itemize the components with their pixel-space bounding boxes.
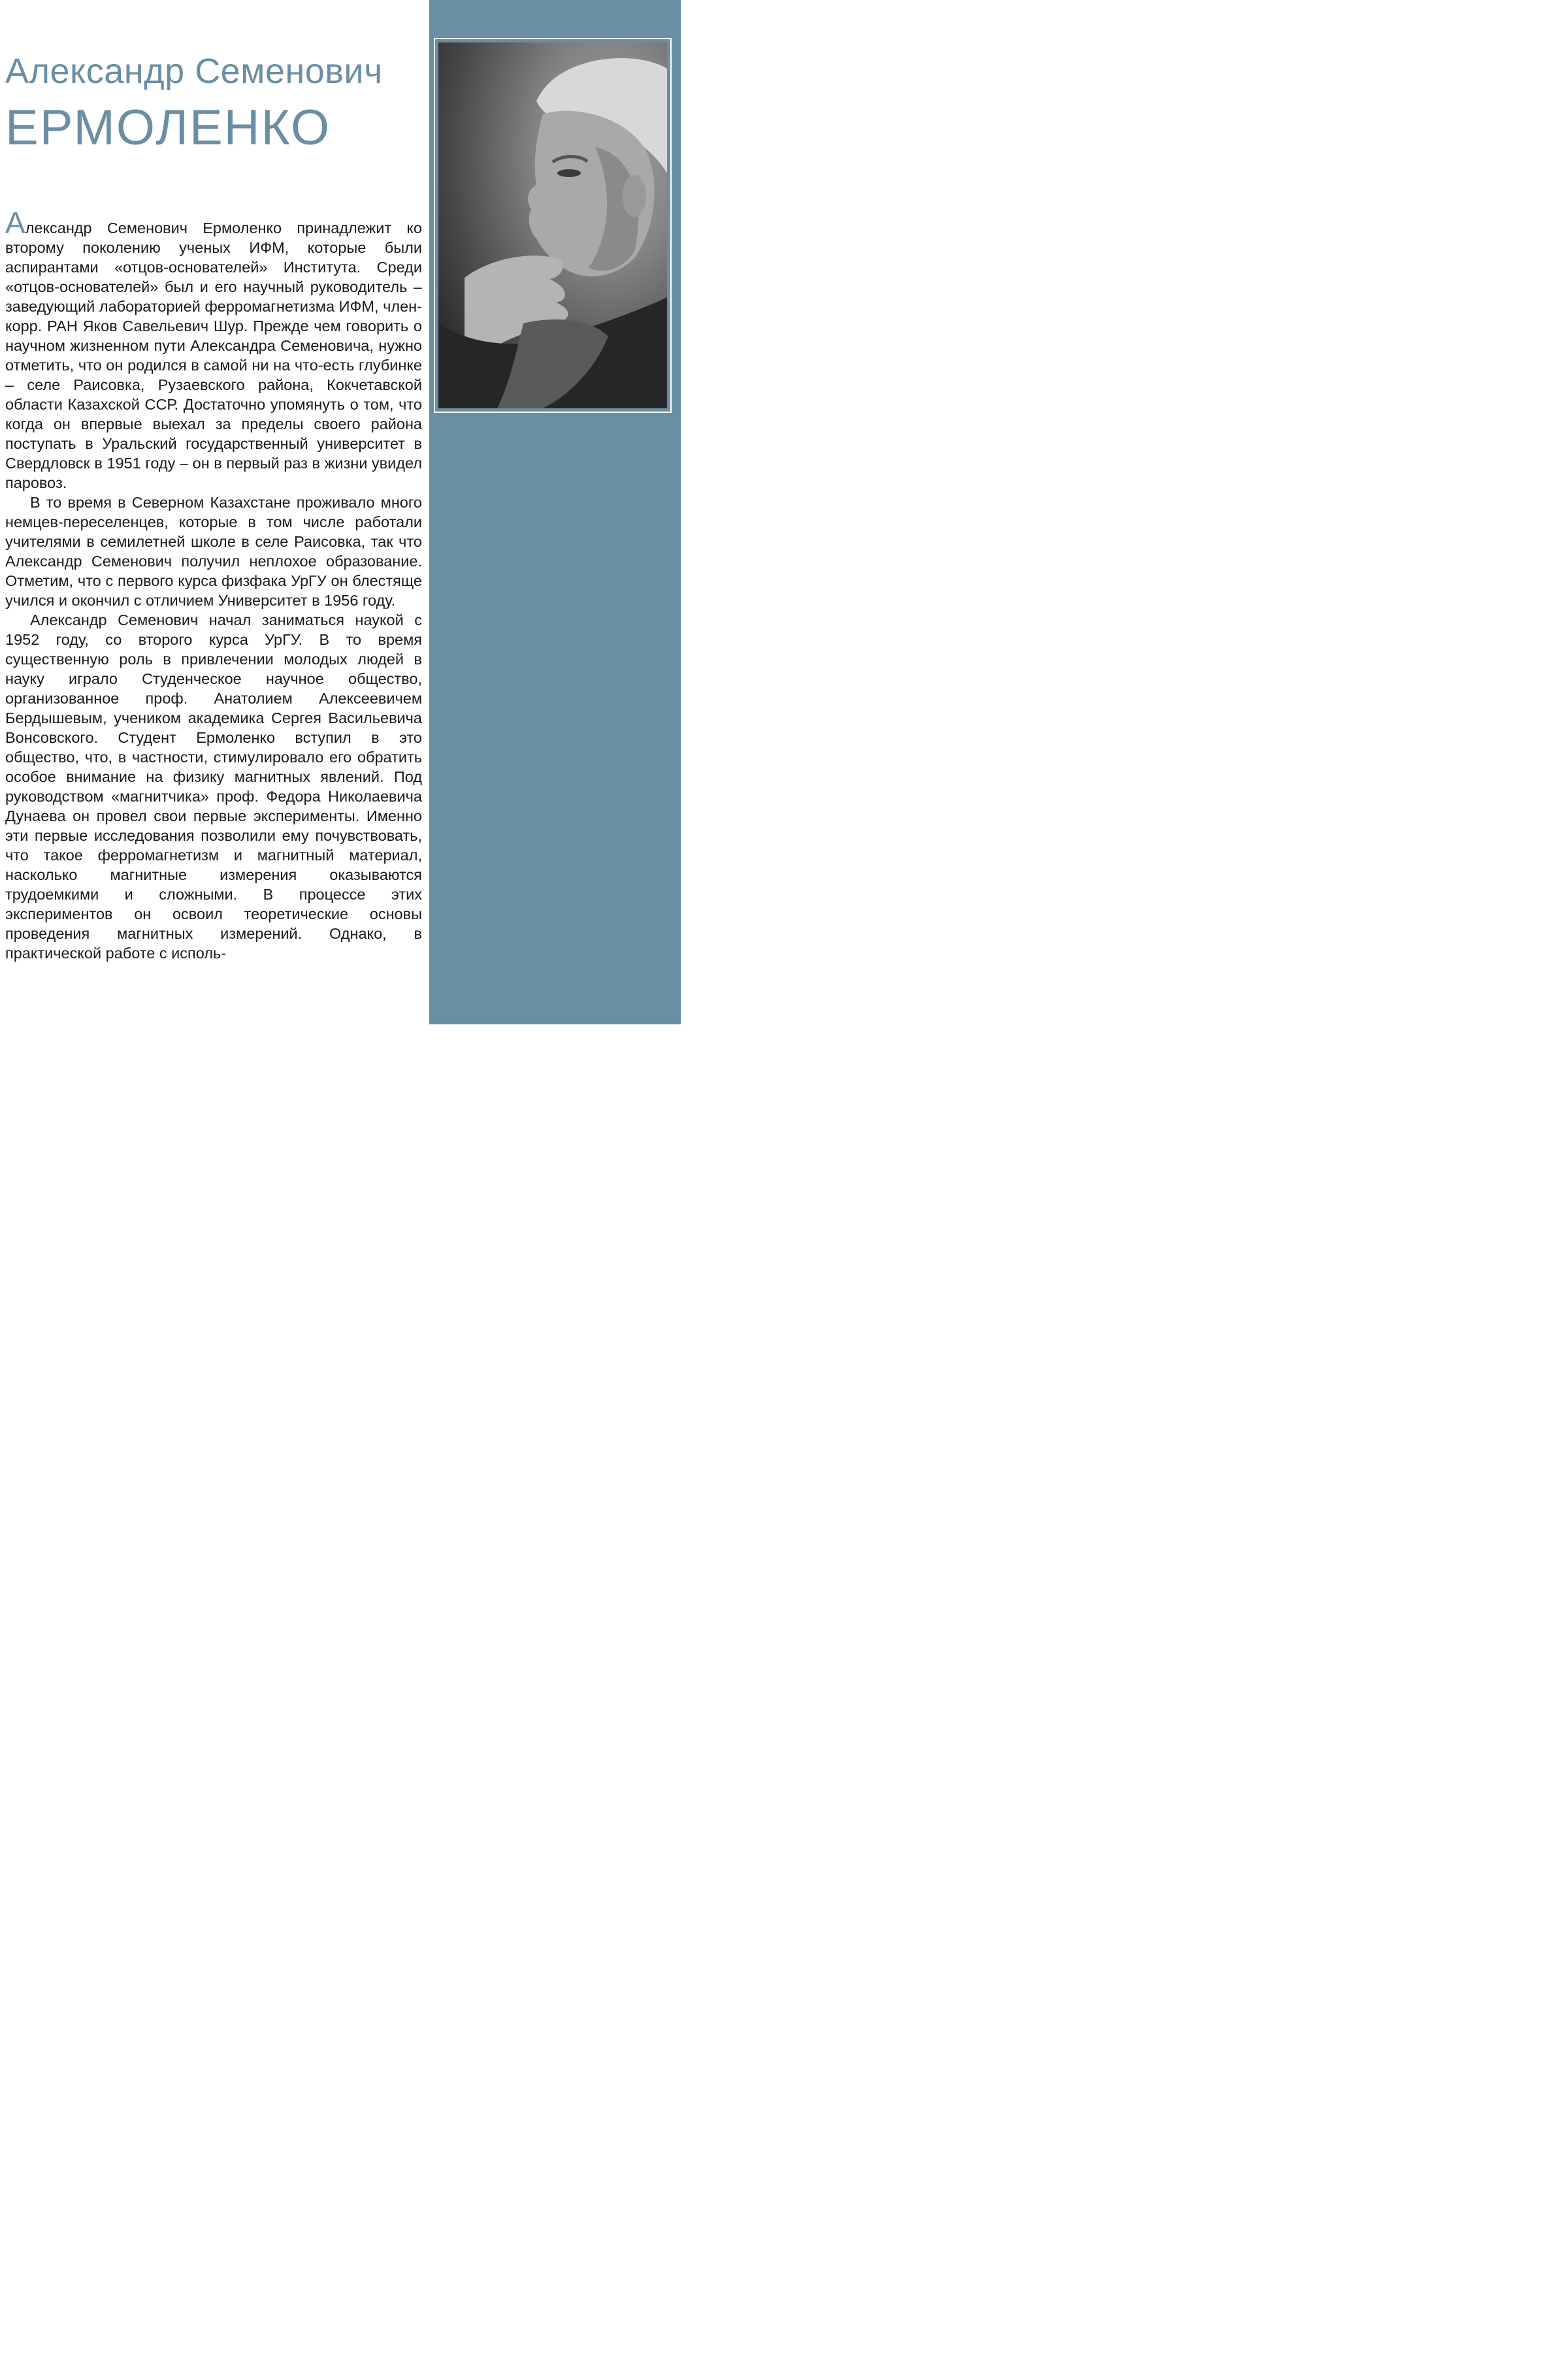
article-paragraph-1 (5, 206, 422, 493)
title-first-name: Александр Семенович (5, 52, 383, 91)
paragraph-1-text: лександр Семенович Ермоленко принадлежит ко второму поколению ученых ИФМ, которые были аспирантами «отцов-основателей» Института. Среди «отцов-основателей» был и его научный руководитель – заведующий лабораторией ферромагнетизма ИФМ, член-корр. РАН Яков Савельевич Шур. Прежде чем говорить о научном жизненном пути Александра Семеновича, нужно отметить, что он родился в самой ни на что-есть глубинке – селе Раисовка, Рузаевского района, Кокчетавской области Казахской ССР. Достаточно упомянуть о том, что когда он впервые выехал за пределы своего района поступать в Уральский государственный университет в Свердловск в 1951 году – он в первый раз в жизни увидел паровоз. (5, 220, 422, 491)
drop-cap: А (5, 206, 25, 240)
portrait-photo (438, 42, 667, 408)
article-paragraph-2: В то время в Северном Казахстане проживало много немцев-переселенцев, которые в том числе работали учителями в семилетней школе в селе Раисовка, так что Александр Семенович получил неплохое образование. Отметим, что с первого курса физфака УрГУ он блестяще учился и окончил с отличием Университет в 1956 году. (5, 494, 422, 609)
title-last-name: ЕРМОЛЕНКО (5, 100, 331, 155)
portrait-illustration (438, 42, 667, 408)
article-paragraph-3: Александр Семенович начал заниматься наукой с 1952 году, со второго курса УрГУ. В то время существенную роль в привлечении молодых людей в науку играло Студенческое научное общество, организованное проф. Анатолием Алексеевичем Бердышевым, учеником академика Сергея Васильевича Вонсовского. Студент Ермоленко вступил в это общество, что, в частности, стимулировало его обратить особое внимание на физику магнитных явлений. Под руководством «магнитчика» проф. Федора Николаевича Дунаева он провел свои первые эксперименты. Именно эти первые исследования позволили ему почувствовать, что такое ферромагнетизм и магнитный материал, насколько магнитные измерения оказываются трудоемкими и сложными. В процессе этих экспериментов он освоил теоретические основы проведения магнитных измерений. Однако, в практической работе с исполь- (5, 611, 422, 962)
article-body (5, 206, 422, 963)
